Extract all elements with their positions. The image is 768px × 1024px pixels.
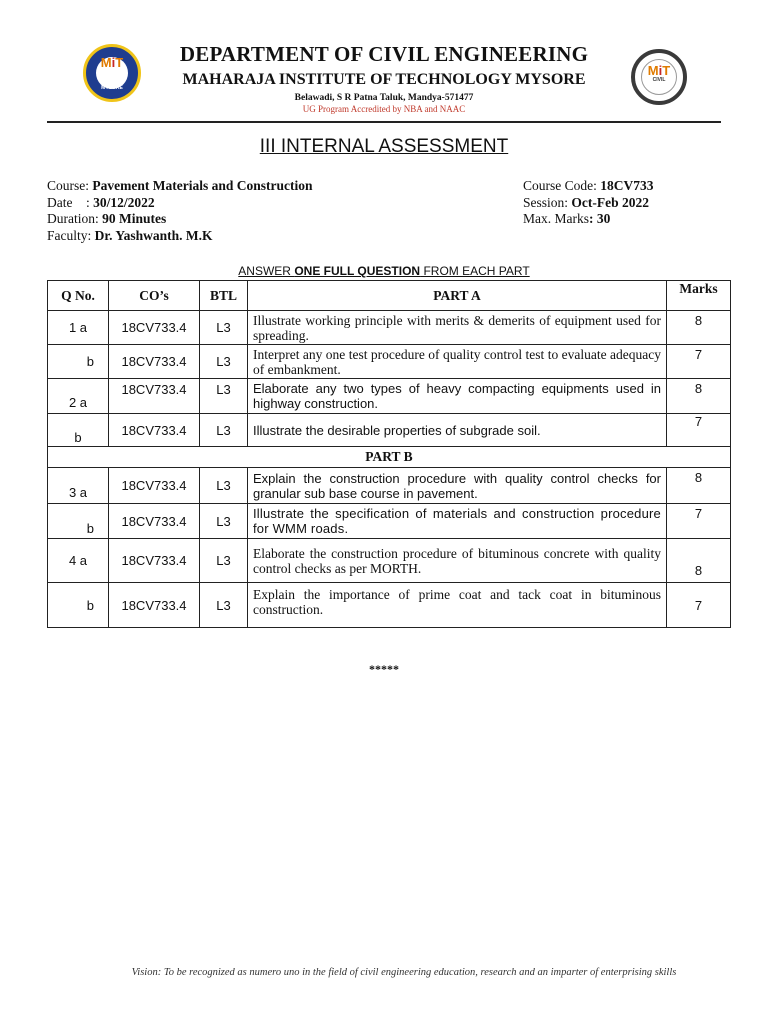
btl-level: L3 [200, 504, 248, 539]
question-text: Interpret any one test procedure of quality control test to evaluate adequacy of embankment. [248, 345, 667, 379]
course-info-right [523, 178, 654, 228]
table-header-row [48, 281, 731, 311]
logo-mit-mark: MiT [100, 55, 124, 70]
question-table [47, 280, 731, 628]
duration-line [47, 211, 312, 228]
question-marks: 7 [667, 345, 731, 379]
duration-value: 90 Minutes [102, 211, 167, 226]
end-marker: ***** [369, 662, 399, 676]
faculty-label: Faculty: [47, 227, 95, 243]
btl-level: L3 [200, 379, 248, 414]
course-outcome: 18CV733.4 [109, 539, 200, 583]
institute-name: MAHARAJA INSTITUTE OF TECHNOLOGY MYSORE [182, 71, 586, 88]
header-divider [47, 121, 721, 123]
question-marks: 8 [667, 311, 731, 345]
question-number: b [48, 583, 109, 628]
table-row [48, 311, 731, 345]
question-number: 4 a [48, 539, 109, 583]
institute-address: Belawadi, S R Patna Taluk, Mandya-571477 [294, 93, 474, 103]
part-b-label: PART B [48, 447, 731, 468]
col-header-part-a: PART A [248, 281, 667, 311]
logo-left-caption: MYSORE [101, 85, 123, 91]
table-row [48, 468, 731, 504]
course-info-left [47, 178, 312, 244]
course-outcome: 18CV733.4 [109, 504, 200, 539]
course-outcome: 18CV733.4 [109, 583, 200, 628]
logo-right-caption: CIVIL [652, 77, 666, 83]
date-label: Date : [47, 194, 94, 210]
table-row [48, 345, 731, 379]
table-row [48, 414, 731, 447]
col-header-btl: BTL [200, 281, 248, 311]
accreditation-note: UG Program Accredited by NBA and NAAC [302, 104, 466, 114]
department-title: DEPARTMENT OF CIVIL ENGINEERING [179, 42, 589, 66]
question-number: b [48, 345, 109, 379]
duration-label: Duration: [47, 211, 103, 226]
course-outcome: 18CV733.4 [109, 414, 200, 447]
table-row [48, 583, 731, 628]
vision-statement: Vision: To be recognized as numero uno in the field of civil engineering education, research and an imparter of enterprising skills [131, 967, 677, 978]
date-line [47, 195, 312, 212]
question-number: 1 a [48, 311, 109, 345]
col-header-marks: Marks [667, 281, 731, 311]
course-outcome: 18CV733.4 [109, 311, 200, 345]
question-marks: 8 [667, 379, 731, 414]
course-outcome: 18CV733.4 [109, 345, 200, 379]
course-line [47, 178, 312, 195]
course-outcome: 18CV733.4 [109, 379, 200, 414]
question-text: Elaborate the construction procedure of bituminous concrete with quality control checks as per MORTH. [248, 539, 667, 583]
btl-level: L3 [200, 414, 248, 447]
session-label: Session: [523, 194, 572, 210]
col-header-qno: Q No. [48, 281, 109, 311]
course-code-label: Course Code: [523, 178, 601, 193]
table-row [48, 379, 731, 414]
course-code-line [523, 178, 654, 195]
btl-level: L3 [200, 583, 248, 628]
session-value: Oct-Feb 2022 [571, 194, 649, 210]
logo-mit-mark-right: MiT [647, 63, 671, 78]
course-code-value: 18CV733 [600, 178, 654, 193]
instruction-post: FROM EACH PART [420, 264, 530, 278]
col-header-co: CO’s [109, 281, 200, 311]
question-marks: 7 [667, 504, 731, 539]
question-marks: 7 [667, 583, 731, 628]
instruction-bold: ONE FULL QUESTION [294, 264, 421, 278]
question-number: 2 a [48, 379, 109, 414]
btl-level: L3 [200, 539, 248, 583]
max-marks-label: Max. Marks [523, 211, 589, 226]
session-line [523, 195, 654, 212]
question-number: b [48, 414, 109, 447]
instruction-pre: ANSWER [238, 264, 295, 278]
max-marks-value: : 30 [589, 211, 611, 226]
course-value: Pavement Materials and Construction [92, 178, 313, 193]
question-text: Elaborate any two types of heavy compacting equipments used in highway construction. [248, 379, 667, 414]
table-row [48, 539, 731, 583]
table-row [48, 504, 731, 539]
max-marks-line [523, 211, 654, 228]
answer-instruction [0, 264, 768, 278]
part-b-header-row [48, 447, 731, 468]
course-outcome: 18CV733.4 [109, 468, 200, 504]
course-label: Course: [47, 178, 93, 193]
btl-level: L3 [200, 468, 248, 504]
question-text: Illustrate the desirable properties of subgrade soil. [248, 414, 667, 447]
question-number: b [48, 504, 109, 539]
question-text: Explain the importance of prime coat and tack coat in bituminous construction. [248, 583, 667, 628]
btl-level: L3 [200, 345, 248, 379]
question-marks: 7 [667, 414, 731, 447]
assessment-title: III INTERNAL ASSESSMENT [259, 136, 509, 157]
faculty-value: Dr. Yashwanth. M.K [94, 227, 213, 243]
question-text: Illustrate the specification of materials and construction procedure for WMM roads. [248, 504, 667, 539]
question-marks: 8 [667, 539, 731, 583]
question-text: Illustrate working principle with merits & demerits of equipment used for spreading. [248, 311, 667, 345]
question-marks: 8 [667, 468, 731, 504]
btl-level: L3 [200, 311, 248, 345]
faculty-line [47, 228, 312, 245]
question-number: 3 a [48, 468, 109, 504]
date-value: 30/12/2022 [93, 194, 155, 210]
question-text: Explain the construction procedure with quality control checks for granular sub base course in pavement. [248, 468, 667, 504]
